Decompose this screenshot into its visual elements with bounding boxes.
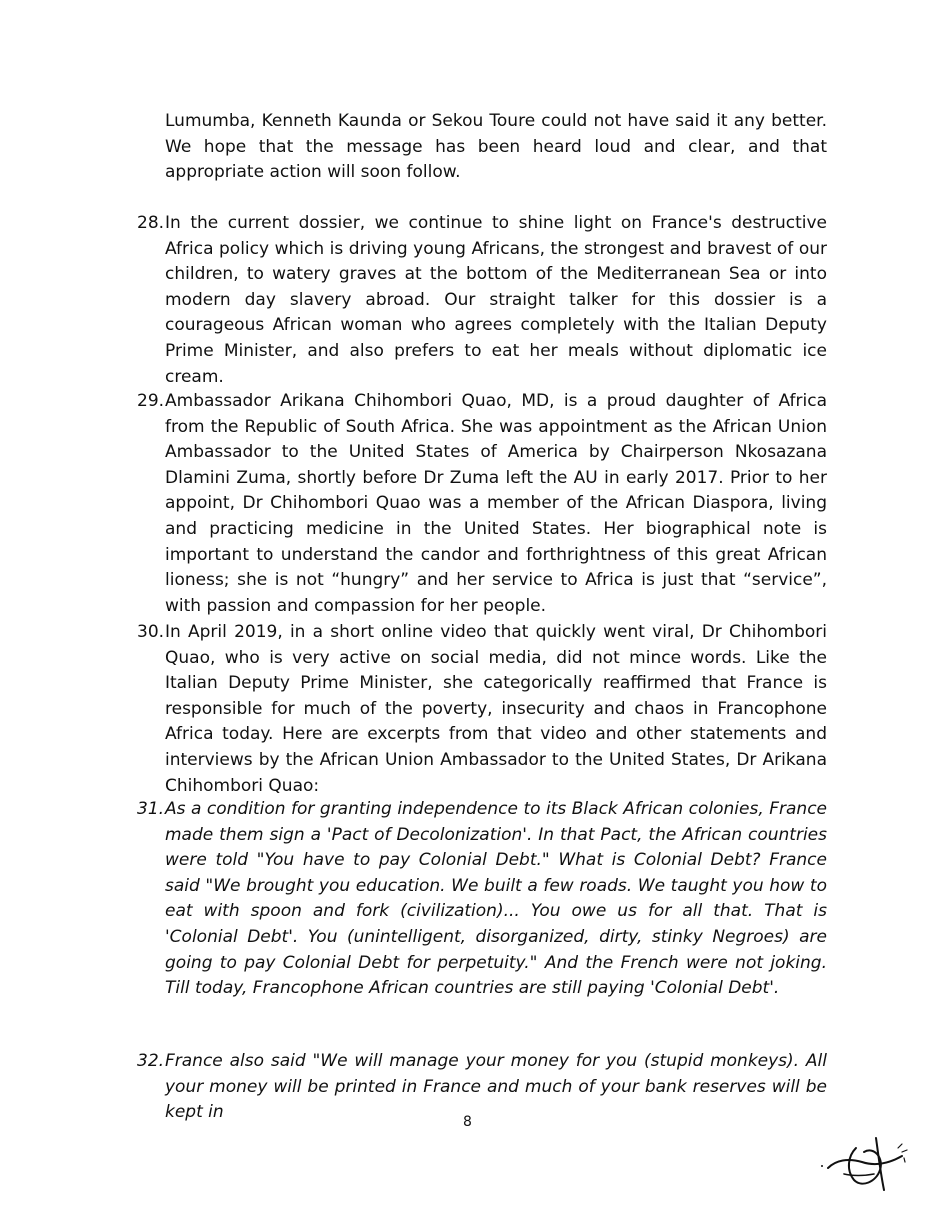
- paragraph-number: 32.: [137, 1051, 165, 1071]
- paragraph-text: In April 2019, in a short online video that quickly went viral, Dr Chihombori Quao, who is very active on social media, did not mince words. Like the Italian Deputy Prime Minister, she categorically reaffirmed that France is responsible for much of the poverty, insecurity and chaos in Francophone Africa today. Here are excerpts from that video and other statements and interviews by the African Union Ambassador to the United States, Dr Arikana Chihombori Quao:: [165, 622, 827, 796]
- paragraph-text: Ambassador Arikana Chihombori Quao, MD, is a proud daughter of Africa from the Republic of South Africa. She was appointment as the African Union Ambassador to the United States of America by Chairperson Nkosazana Dlamini Zuma, shortly before Dr Zuma left the AU in early 2017. Prior to her appoint, Dr Chihombori Quao was a member of the African Diaspora, living and practicing medicine in the United States. Her biographical note is important to understand the candor and forthrightness of this great African lioness; she is not “hungry” and her service to Africa is just that “service”, with passion and compassion for her people.: [165, 391, 827, 616]
- page-number: 8: [463, 1114, 472, 1130]
- paragraph-30: [137, 620, 827, 799]
- paragraph-28: [137, 211, 827, 390]
- paragraph-number: 31.: [137, 799, 165, 819]
- paragraph-text: As a condition for granting independence to its Black African colonies, France made them sign a 'Pact of Decolonization'. In that Pact, the African countries were told "You have to pay Colonial Debt." What is Colonial Debt? France said "We brought you education. We built a few roads. We taught you how to eat with spoon and fork (civilization)... You owe us for all that. That is 'Colonial Debt'. You (unintelligent, disorganized, dirty, stinky Negroes) are going to pay Colonial Debt for perpetuity." And the French were not joking. Till today, Francophone African countries are still paying 'Colonial Debt'.: [165, 799, 827, 999]
- paragraph-number: 29.: [137, 391, 165, 411]
- paragraph-continuation: [137, 109, 827, 186]
- paragraph-text: Lumumba, Kenneth Kaunda or Sekou Toure could not have said it any better. We hope that the message has been heard loud and clear, and that appropriate action will soon follow.: [165, 111, 827, 183]
- handwritten-signature-icon: [818, 1130, 913, 1195]
- paragraph-29: [137, 389, 827, 619]
- paragraph-number: 28.: [137, 213, 165, 233]
- paragraph-31: [137, 797, 827, 1002]
- paragraph-text: In the current dossier, we continue to shine light on France's destructive Africa policy which is driving young Africans, the strongest and bravest of our children, to watery graves at the bottom of the Mediterranean Sea or into modern day slavery abroad. Our straight talker for this dossier is a courageous African woman who agrees completely with the Italian Deputy Prime Minister, and also prefers to eat her meals without diplomatic ice cream.: [165, 213, 827, 387]
- paragraph-text: France also said "We will manage your money for you (stupid monkeys). All your money will be printed in France and much of your bank reserves will be kept in: [165, 1051, 827, 1123]
- paragraph-number: 30.: [137, 622, 165, 642]
